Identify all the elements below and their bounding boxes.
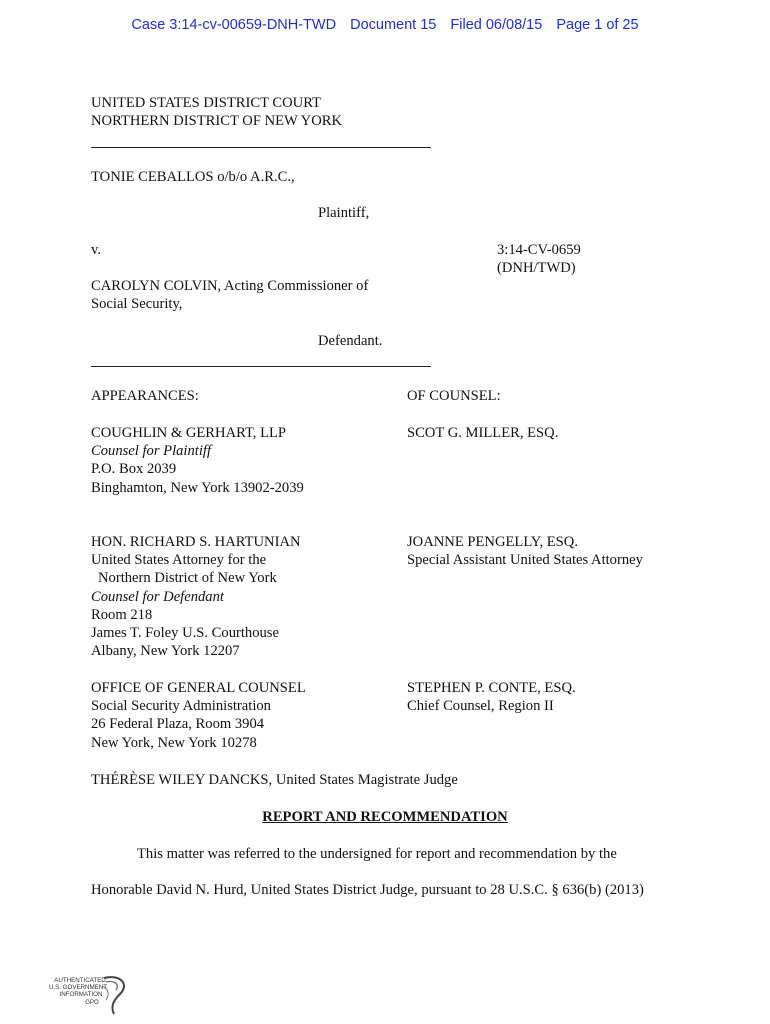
versus: v.	[91, 242, 101, 258]
ogc-address: 26 Federal Plaza, Room 3904	[91, 716, 265, 732]
document-number: Document 15	[350, 17, 437, 33]
plaintiff-name: TONIE CEBALLOS o/b/o A.R.C.,	[91, 169, 295, 185]
us-attorney-district: Northern District of New York	[98, 570, 277, 586]
chief-counsel-name: STEPHEN P. CONTE, ESQ.	[407, 680, 576, 696]
case-judges: (DNH/TWD)	[497, 260, 576, 276]
case-number-caption: 3:14-CV-0659	[497, 242, 581, 258]
defendant-attorney: JOANNE PENGELLY, ESQ.	[407, 534, 578, 550]
case-number: Case 3:14-cv-00659-DNH-TWD	[131, 17, 337, 33]
caption-rule-bottom	[91, 366, 431, 367]
plaintiff-firm-address: P.O. Box 2039	[91, 461, 177, 477]
page-number: Page 1 of 25	[556, 17, 639, 33]
body-line-2: Honorable David N. Hurd, United States District Judge, pursuant to 28 U.S.C. § 636(b) (2013)	[91, 882, 644, 898]
magistrate-judge: THÉRÈSE WILEY DANCKS, United States Magistrate Judge	[91, 772, 458, 788]
us-attorney-city: Albany, New York 12207	[91, 643, 240, 659]
document-header	[0, 17, 770, 33]
us-attorney-title: United States Attorney for the	[91, 552, 267, 568]
body-line-1: This matter was referred to the undersigned for report and recommendation by the	[137, 846, 617, 862]
ogc-agency: Social Security Administration	[91, 698, 271, 714]
seal-text-3: INFORMATION	[59, 991, 103, 998]
appearances-heading: APPEARANCES:	[91, 388, 199, 404]
gpo-authenticated-seal	[44, 972, 130, 1016]
seal-text-4: GPO	[85, 999, 99, 1006]
plaintiff-firm-city: Binghamton, New York 13902-2039	[91, 480, 304, 496]
defendant-counsel-role: Counsel for Defendant	[91, 589, 224, 605]
chief-counsel-title: Chief Counsel, Region II	[407, 698, 554, 714]
report-title: REPORT AND RECOMMENDATION	[262, 809, 508, 825]
plaintiff-firm: COUGHLIN & GERHART, LLP	[91, 425, 287, 441]
court-district: NORTHERN DISTRICT OF NEW YORK	[91, 113, 343, 129]
ogc-name: OFFICE OF GENERAL COUNSEL	[91, 680, 306, 696]
defendant-name: CAROLYN COLVIN, Acting Commissioner of	[91, 278, 369, 294]
defendant-role: Defendant.	[318, 333, 383, 349]
ogc-city: New York, New York 10278	[91, 735, 257, 751]
court-name: UNITED STATES DISTRICT COURT	[91, 95, 321, 111]
us-attorney-building: James T. Foley U.S. Courthouse	[91, 625, 279, 641]
plaintiff-attorney: SCOT G. MILLER, ESQ.	[407, 425, 559, 441]
caption-rule-top	[91, 147, 431, 148]
of-counsel-heading: OF COUNSEL:	[407, 388, 501, 404]
seal-text-2: U.S. GOVERNMENT	[48, 984, 108, 991]
defendant-attorney-title: Special Assistant United States Attorney	[407, 552, 643, 568]
seal-text-1: AUTHENTICATED	[54, 977, 106, 984]
plaintiff-role: Plaintiff,	[318, 205, 370, 221]
us-attorney-room: Room 218	[91, 607, 153, 623]
defendant-name-cont: Social Security,	[91, 296, 183, 312]
us-attorney-name: HON. RICHARD S. HARTUNIAN	[91, 534, 301, 550]
filed-date: Filed 06/08/15	[450, 17, 543, 33]
plaintiff-counsel-role: Counsel for Plaintiff	[91, 443, 211, 459]
